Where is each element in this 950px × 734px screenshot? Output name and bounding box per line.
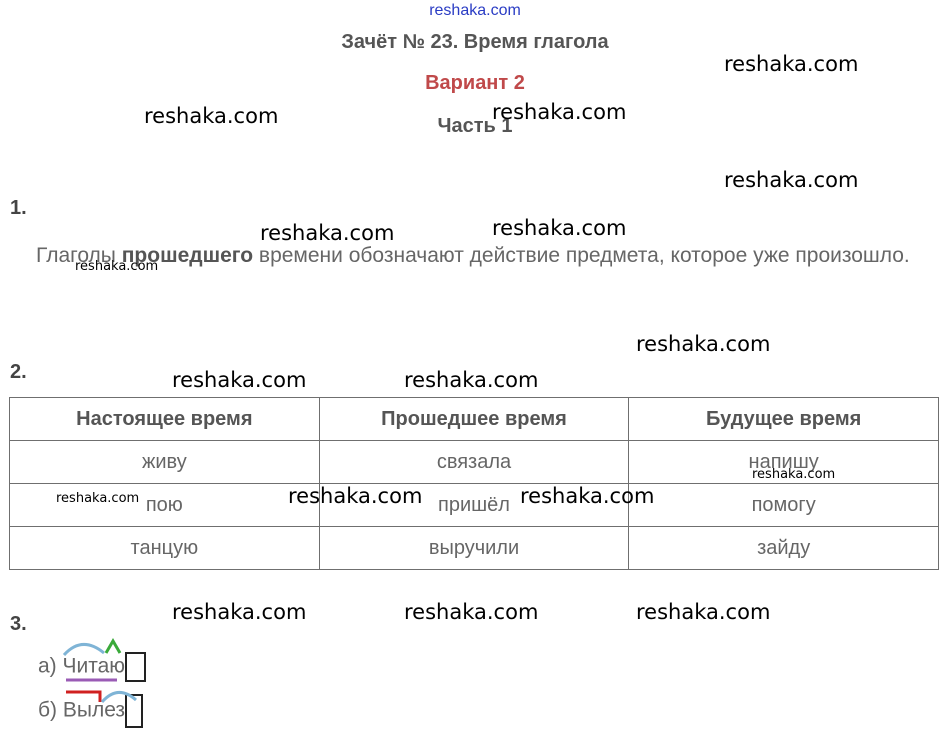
root-arc-icon xyxy=(102,692,136,702)
watermark: reshaka.com xyxy=(288,484,423,508)
table-cell: связала xyxy=(319,441,629,484)
watermark: reshaka.com xyxy=(492,216,627,240)
watermark: reshaka.com xyxy=(260,221,395,245)
watermark: reshaka.com xyxy=(724,168,859,192)
watermark: reshaka.com xyxy=(172,368,307,392)
item-a-label: а) xyxy=(38,654,63,678)
suffix-mark-icon xyxy=(106,641,120,653)
watermark: reshaka.com xyxy=(636,332,771,356)
tense-table xyxy=(9,397,939,570)
table-row xyxy=(10,527,939,570)
table-header-row xyxy=(10,398,939,441)
item-b-label: б) xyxy=(38,698,63,722)
watermark: reshaka.com xyxy=(404,600,539,624)
table-cell: живу xyxy=(10,441,320,484)
table-cell: помогу xyxy=(629,484,939,527)
watermark: reshaka.com xyxy=(724,52,859,76)
root-arc-icon xyxy=(64,644,104,655)
prefix-mark-icon xyxy=(66,692,100,702)
header-future: Будущее время xyxy=(629,398,939,441)
header-present: Настоящее время xyxy=(10,398,320,441)
variant-heading: Вариант 2 xyxy=(425,72,525,94)
watermark: reshaka.com xyxy=(56,491,140,506)
watermark: reshaka.com xyxy=(172,600,307,624)
watermark: reshaka.com xyxy=(75,259,159,274)
watermark: reshaka.com xyxy=(636,600,771,624)
part-heading: Часть 1 xyxy=(437,115,513,137)
morpheme-marks-b xyxy=(60,680,150,730)
task1-text-before: Глаголы xyxy=(36,244,122,267)
table-cell: пришёл xyxy=(319,484,629,527)
table-cell: пою xyxy=(10,484,320,527)
task2-number: 2. xyxy=(10,361,27,383)
top-site-link[interactable]: reshaka.com xyxy=(429,2,521,19)
table-cell: напишу xyxy=(629,441,939,484)
watermark: reshaka.com xyxy=(404,368,539,392)
item-b-word: Вылез xyxy=(62,698,126,722)
item-a-word: Читаю xyxy=(62,654,126,678)
table-cell: выручили xyxy=(319,527,629,570)
table-row xyxy=(10,484,939,527)
task3-number: 3. xyxy=(10,613,27,635)
task1-bold-word: прошедшего xyxy=(121,244,254,267)
task1-number: 1. xyxy=(10,197,27,219)
watermark: reshaka.com xyxy=(520,484,655,508)
table-cell: зайду xyxy=(629,527,939,570)
watermark: reshaka.com xyxy=(144,104,279,128)
task1-text-after: времени обозначают действие предмета, которое уже произошло. xyxy=(253,244,910,267)
watermark: reshaka.com xyxy=(752,467,836,482)
page-title: Зачёт № 23. Время глагола xyxy=(341,31,609,53)
header-past: Прошедшее время xyxy=(319,398,629,441)
watermark: reshaka.com xyxy=(492,100,627,124)
table-cell: танцую xyxy=(10,527,320,570)
